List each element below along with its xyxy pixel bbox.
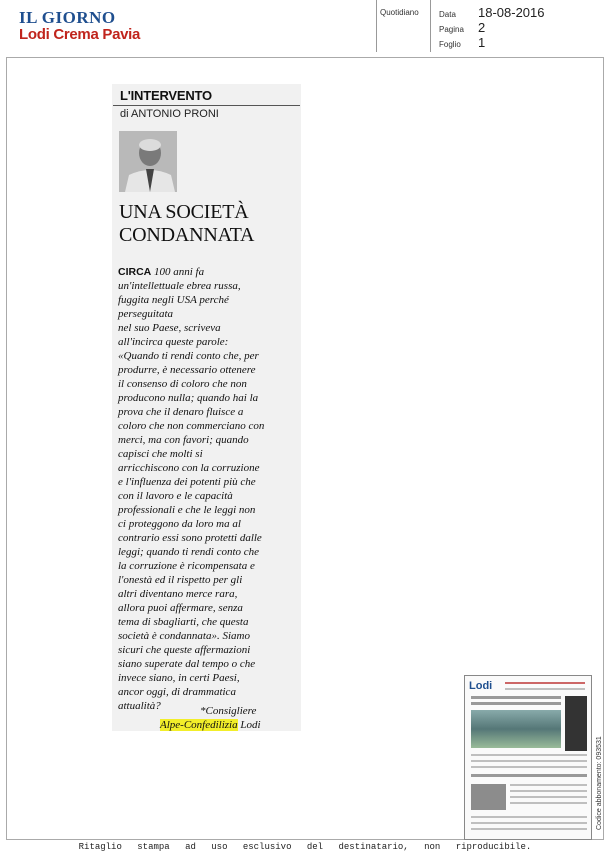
kicker-rule [113,105,300,106]
headline-line: CONDANNATA [119,224,255,246]
body-line: ci proteggono da loro ma al [118,518,241,530]
body-line: leggi; quando ti rendi conto che [118,546,260,558]
meta-value-sheet: 1 [478,35,486,50]
edition-name: Lodi Crema Pavia [19,26,141,43]
publication-type: Quotidiano [380,8,419,17]
body-line: merci, ma con favori; quando [118,434,249,446]
body-line: e l'influenza dei potenti più che [118,476,256,488]
article-kicker: L'INTERVENTO [120,88,212,103]
signature-role: *Consigliere [200,705,257,717]
meta-label-date: Data [439,10,456,19]
meta-value-date: 18-08-2016 [478,5,545,20]
body-line: un'intellettuale ebrea russa, [118,280,241,292]
body-line: con il lavoro e le capacità [118,490,233,502]
meta-label-page: Pagina [439,25,464,34]
body-line: fuggita negli USA perché [118,294,229,306]
body-line: il consenso di coloro che non [118,378,247,390]
body-line: contrario essi sono protetti dalle [118,532,262,544]
body-line: professionali e che le leggi non [118,504,256,516]
body-line: allora puoi affermare, senza [118,602,243,614]
body-line: invece siano, in certi Paesi, [118,672,240,684]
body-line: CIRCA 100 anni fa [118,266,205,278]
body-line: arricchiscono con la corruzione [118,462,260,474]
body-line: la corruzione è ricompensata e [118,560,255,572]
body-line: società è condannata». Siamo [118,630,250,642]
meta-value-page: 2 [478,20,486,35]
body-line: capisci che molti si [118,448,203,460]
subscription-code: Codice abbonamento: 093531 [596,736,603,830]
author-photo [119,131,177,192]
body-line: coloro che non commerciano con [118,420,265,432]
signature-city: Lodi [240,719,261,731]
article-byline: di ANTONIO PRONI [120,108,219,120]
footer-disclaimer: Ritaglio stampa ad uso esclusivo del destinatario, non riproducibile. [78,842,532,852]
signature [160,719,261,731]
header-divider [376,0,377,52]
body-line: altri diventano merce rara, [118,588,238,600]
header-divider [430,0,431,52]
headline-line: UNA SOCIETÀ [119,201,249,223]
article-headline [119,201,254,247]
body-line: l'onestà ed il rispetto per gli [118,574,243,586]
thumbnail-section-title: Lodi [469,680,493,692]
signature-org: Alpe-Confedilizia [160,719,238,731]
newspaper-logo: IL GIORNO [19,8,116,27]
meta-label-sheet: Foglio [439,40,461,49]
drop-word: CIRCA [118,266,152,278]
body-line: ancor oggi, di drammatica [118,686,236,698]
body-line: «Quando ti rendi conto che, per [118,350,259,362]
body-line: tema di sbagliarti, che questa [118,616,249,628]
body-line: perseguitata [118,308,173,320]
body-line: producono nulla; quando hai la [118,392,259,404]
body-line: sicuri che queste affermazioni [118,644,251,656]
body-line: all'incirca queste parole: [118,336,229,348]
article-body [118,265,298,713]
body-line: prova che il denaro fluisce a [118,406,244,418]
body-line: siano superate dal tempo o che [118,658,256,670]
body-line: attualità? [118,700,161,712]
page-thumbnail [464,675,592,840]
body-line: produrre, è necessario ottenere [118,364,256,376]
body-line: nel suo Paese, scriveva [118,322,221,334]
